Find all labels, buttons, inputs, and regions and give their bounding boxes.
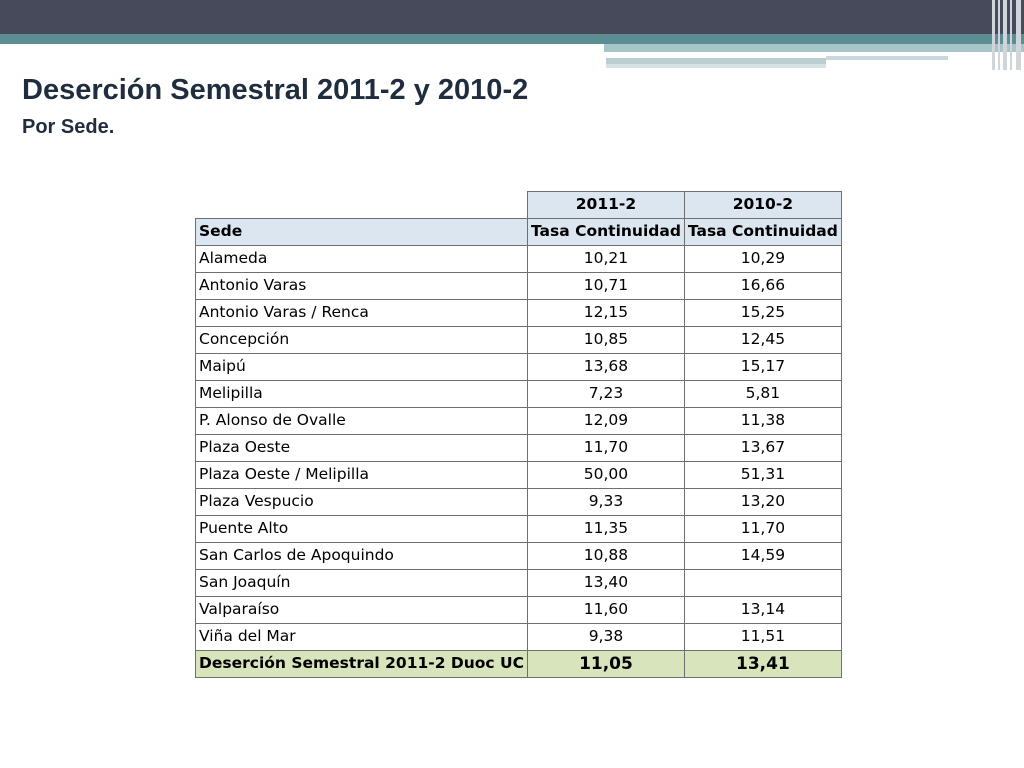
table-row: [196, 435, 842, 462]
sede-cell: Viña del Mar: [196, 624, 528, 651]
table-row: [196, 354, 842, 381]
column-header-rate-2011: Tasa Continuidad: [527, 219, 684, 246]
rate-2010-cell: 13,20: [684, 489, 841, 516]
table-row: [196, 462, 842, 489]
sede-cell: Puente Alto: [196, 516, 528, 543]
header-banner: [0, 0, 1024, 34]
rate-2011-cell: 50,00: [527, 462, 684, 489]
rate-2010-cell: 16,66: [684, 273, 841, 300]
rate-2010-cell: 14,59: [684, 543, 841, 570]
rate-2011-cell: 9,33: [527, 489, 684, 516]
rate-2011-cell: 12,09: [527, 408, 684, 435]
table-row: [196, 624, 842, 651]
table-row: [196, 300, 842, 327]
total-row: [196, 651, 842, 678]
sede-cell: San Joaquín: [196, 570, 528, 597]
rate-2010-cell: 11,70: [684, 516, 841, 543]
sede-cell: Alameda: [196, 246, 528, 273]
sede-cell: Plaza Vespucio: [196, 489, 528, 516]
rate-2010-cell: 5,81: [684, 381, 841, 408]
total-label: Deserción Semestral 2011-2 Duoc UC: [196, 651, 528, 678]
rate-2011-cell: 13,68: [527, 354, 684, 381]
rate-2011-cell: 10,21: [527, 246, 684, 273]
page-subtitle: Por Sede.: [22, 116, 115, 138]
rate-2011-cell: 10,71: [527, 273, 684, 300]
table-row: [196, 327, 842, 354]
table-row: [196, 489, 842, 516]
rate-2011-cell: 13,40: [527, 570, 684, 597]
rate-2011-cell: 11,70: [527, 435, 684, 462]
column-header-sede: Sede: [196, 219, 528, 246]
rate-2011-cell: 12,15: [527, 300, 684, 327]
sede-cell: Valparaíso: [196, 597, 528, 624]
table-row: [196, 408, 842, 435]
sede-cell: Maipú: [196, 354, 528, 381]
rate-2010-cell: 11,51: [684, 624, 841, 651]
rate-2010-cell: 51,31: [684, 462, 841, 489]
rate-2010-cell: 12,45: [684, 327, 841, 354]
sede-cell: Antonio Varas / Renca: [196, 300, 528, 327]
column-header-rate-2010: Tasa Continuidad: [684, 219, 841, 246]
rate-2011-cell: 9,38: [527, 624, 684, 651]
sede-cell: Plaza Oeste: [196, 435, 528, 462]
header-cutout: [0, 44, 604, 64]
rate-2010-cell: 13,14: [684, 597, 841, 624]
sede-cell: Plaza Oeste / Melipilla: [196, 462, 528, 489]
table-row: [196, 570, 842, 597]
rate-2010-cell: 15,17: [684, 354, 841, 381]
period-header-2011: 2011-2: [527, 192, 684, 219]
rate-2010-cell: 11,38: [684, 408, 841, 435]
period-header-2010: 2010-2: [684, 192, 841, 219]
rate-2010-cell: 15,25: [684, 300, 841, 327]
rate-2011-cell: 10,88: [527, 543, 684, 570]
rate-2010-cell: 13,67: [684, 435, 841, 462]
rate-2011-cell: 10,85: [527, 327, 684, 354]
table-row: [196, 273, 842, 300]
page-title: Deserción Semestral 2011-2 y 2010-2: [22, 74, 529, 106]
total-rate-2010: 13,41: [684, 651, 841, 678]
sede-cell: Antonio Varas: [196, 273, 528, 300]
dropout-table: [195, 191, 842, 678]
table-row: [196, 597, 842, 624]
table-row: [196, 381, 842, 408]
total-rate-2011: 11,05: [527, 651, 684, 678]
sede-cell: Concepción: [196, 327, 528, 354]
rate-2010-cell: [684, 570, 841, 597]
sede-cell: Melipilla: [196, 381, 528, 408]
rate-2011-cell: 11,60: [527, 597, 684, 624]
period-header-row: [196, 192, 842, 219]
table-row: [196, 543, 842, 570]
header-accent-stripe: [0, 34, 1024, 44]
sede-cell: P. Alonso de Ovalle: [196, 408, 528, 435]
header-accent-line: [826, 56, 948, 60]
sede-cell: San Carlos de Apoquindo: [196, 543, 528, 570]
rate-2011-cell: 7,23: [527, 381, 684, 408]
table-row: [196, 516, 842, 543]
header-empty-cell: [196, 192, 528, 219]
rate-2010-cell: 10,29: [684, 246, 841, 273]
table-row: [196, 246, 842, 273]
rate-2011-cell: 11,35: [527, 516, 684, 543]
header-accent-line: [606, 64, 826, 68]
column-header-row: [196, 219, 842, 246]
header-vertical-stripes: [990, 0, 1024, 70]
